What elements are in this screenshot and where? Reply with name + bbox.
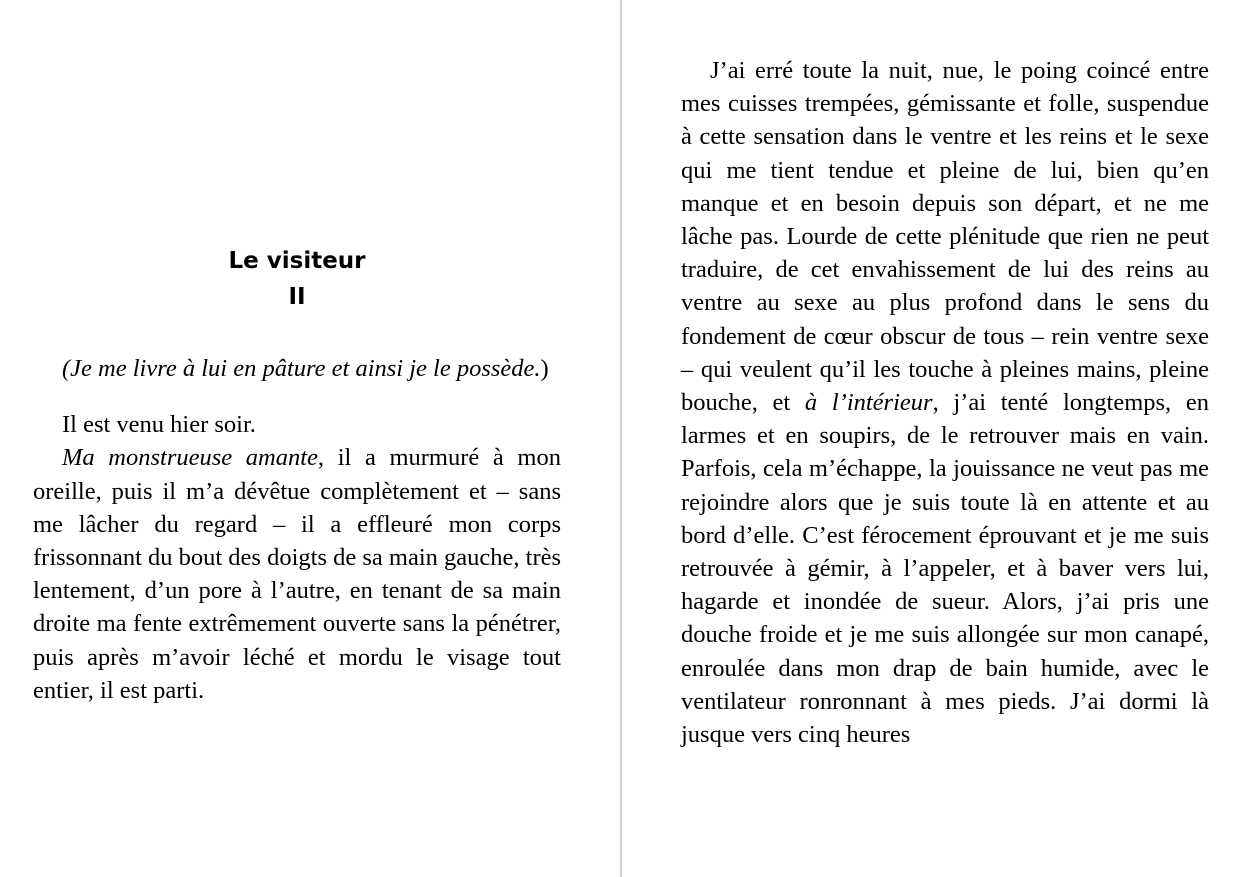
paragraph-1: Il est venu hier soir. [62, 411, 256, 439]
paragraph-2 [33, 441, 561, 707]
chapter-title-text: Le visiteur [228, 248, 366, 274]
right-paragraph-italic: à l’intérieur [804, 389, 933, 417]
left-page-text [33, 352, 561, 707]
epigraph-close: ) [540, 355, 549, 382]
epigraph [33, 352, 561, 385]
chapter-number: II [288, 284, 306, 310]
paragraph-2-italic: Ma monstrueuse amante [62, 444, 318, 472]
epigraph-text: (Je me livre à lui en pâture et ainsi je le possède. [62, 355, 541, 382]
chapter-title [33, 243, 561, 315]
paragraph-2-text: , il a murmuré à mon oreille, puis il m’a dévêtue complètement et – sans me lâcher du regard – il a effleuré mon corps frissonnant du bout des doigts de sa main gauche, très lentement, d’un pore à l’autre, en tenant de sa main droite ma fente extrêmement ouverte sans la pénétrer, puis après m’avoir léché et mordu le visage tout entier, il est parti. [33, 444, 562, 704]
right-paragraph-end: , j’ai tenté longtemps, en larmes et en soupirs, de le retrouver mais en vain. Parfois, cela m’échappe, la jouissance ne veut pas me rejoindre alors que je suis toute là en attente et au bord d’elle. C’est férocement éprouvant et je me suis retrouvée à gémir, à l’appeler, et à baver vers lui, hagarde et inondée de sueur. Alors, j’ai pris une douche froide et je me suis allongée sur mon canapé, enroulée dans mon drap de bain humide, avec le ventilateur ronronnant à mes pieds. J’ai dormi là jusque vers cinq heures [681, 389, 1209, 749]
right-paragraph-start: J’ai erré toute la nuit, nue, le poing coincé entre mes cuisses trempées, gémissante et folle, suspendue à cette sensation dans le ventre et les reins et le sexe qui me tient tendue et pleine de lui, bien qu’en manque et en besoin depuis son départ, et ne me lâche pas. Lourde de cette plénitude que rien ne peut traduire, de cet envahissement de lui des reins au ventre au sexe au plus profond dans le sens du fondement de cœur obscur de tous – rein ventre sexe – qui veulent qu’il les touche à pleines mains, pleine bouche, et [681, 57, 1209, 417]
right-paragraph [681, 54, 1209, 751]
right-page-text [681, 54, 1209, 751]
